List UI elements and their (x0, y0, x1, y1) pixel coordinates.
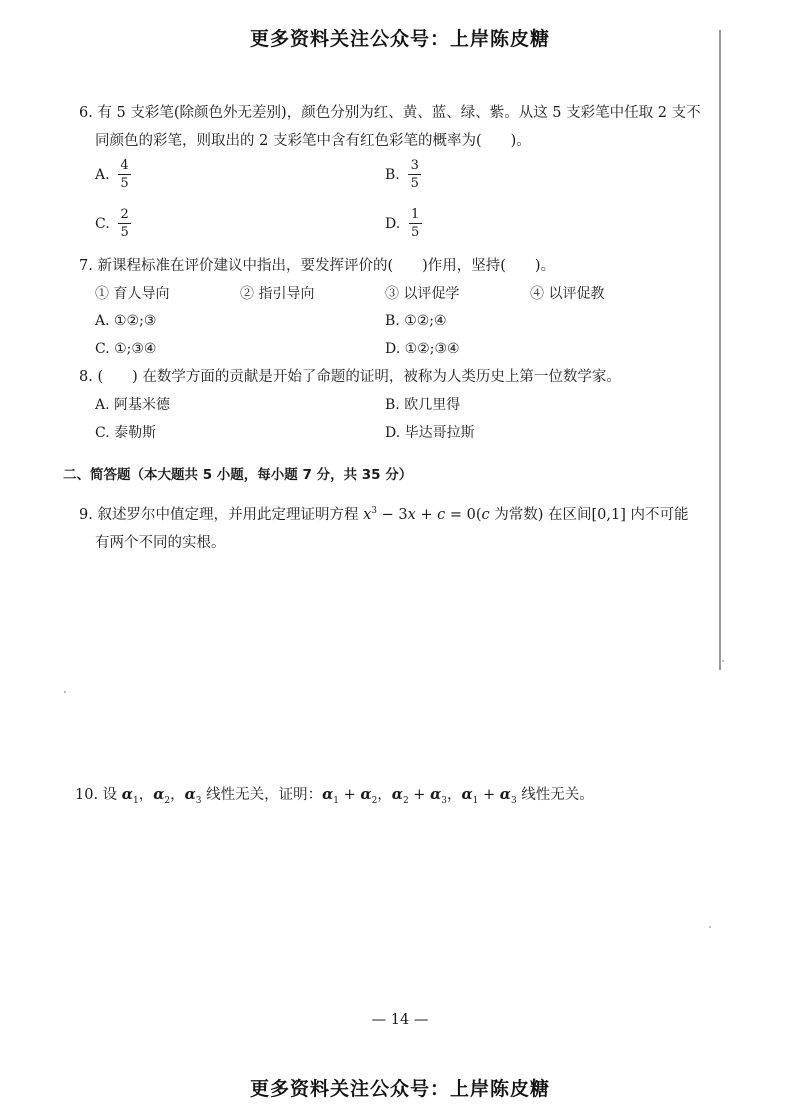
subscript: 1 (333, 795, 340, 806)
math-var: c (437, 507, 446, 523)
footer-banner: 更多资料关注公众号：上岸陈皮糖 (249, 1078, 550, 1100)
math-exponent: 3 (371, 506, 377, 517)
fraction-denominator: 5 (410, 176, 419, 191)
math-var: c (481, 507, 490, 523)
fraction-denominator: 5 (411, 225, 420, 240)
q9-text: + (415, 507, 438, 523)
q9-text: 为常数) 在区间[0,1] 内不可能 (489, 507, 689, 523)
vector-alpha: α (430, 786, 442, 803)
q10-stem (75, 785, 594, 805)
q6-option-b (385, 158, 421, 191)
q6-stem-line1: 6. 有 5 支彩笔(除颜色外无差别)，颜色分别为红、黄、蓝、绿、紫。从这 5 支彩笔中任取 2 支不 (79, 105, 701, 121)
q9-text: − 3 (376, 507, 408, 523)
q10-text: 线性无关，证明： (201, 787, 323, 803)
comma: ， (446, 787, 462, 803)
vector-alpha: α (184, 786, 196, 803)
fraction (408, 158, 421, 191)
plus: + (408, 787, 431, 803)
fraction-numerator: 2 (120, 207, 129, 222)
fraction-numerator: 3 (410, 158, 419, 173)
subscript: 3 (195, 795, 202, 806)
q7-item-3: ③ 以评促学 (385, 286, 460, 302)
scan-speck (709, 926, 711, 928)
q8-option-a: A. 阿基米德 (95, 397, 171, 413)
fraction-denominator: 5 (120, 225, 129, 240)
vector-alpha: α (461, 786, 473, 803)
math-var: x (363, 507, 372, 523)
scan-speck (64, 691, 66, 693)
math-var: x (407, 507, 416, 523)
vector-alpha: α (322, 786, 334, 803)
section-heading: 二、简答题（本大题共 5 小题，每小题 7 分，共 35 分） (63, 467, 413, 483)
vector-alpha: α (499, 786, 511, 803)
q7-option-a: A. ①②;③ (95, 313, 157, 329)
option-label: A. (95, 166, 110, 183)
q7-item-2: ② 指引导向 (240, 286, 315, 302)
q9-text: 9. 叙述罗尔中值定理，并用此定理证明方程 (79, 507, 364, 523)
fraction (409, 207, 422, 240)
q9-stem-line1 (79, 505, 689, 525)
fraction-numerator: 4 (120, 158, 129, 173)
q10-text: 10. 设 (75, 787, 122, 803)
q7-option-b: B. ①②;④ (385, 313, 447, 329)
q7-item-4: ④ 以评促教 (530, 286, 605, 302)
fraction (118, 158, 131, 191)
q8-option-b: B. 欧几里得 (385, 397, 461, 413)
comma: ， (138, 787, 154, 803)
fraction-numerator: 1 (411, 207, 420, 222)
q10-text: 线性无关。 (516, 787, 594, 803)
vector-alpha: α (391, 786, 403, 803)
comma: ， (170, 787, 185, 803)
option-label: D. (385, 215, 401, 232)
fraction-bar (408, 174, 421, 175)
fraction-bar (409, 223, 422, 224)
option-label: B. (385, 166, 400, 183)
fraction-bar (118, 174, 131, 175)
vector-alpha: α (360, 786, 372, 803)
q8-option-d: D. 毕达哥拉斯 (385, 425, 475, 441)
fraction-denominator: 5 (120, 176, 129, 191)
header-banner: 更多资料关注公众号：上岸陈皮糖 (249, 28, 550, 50)
subscript: 2 (402, 795, 409, 806)
option-label: C. (95, 215, 110, 232)
q9-stem-line2: 有两个不同的实根。 (95, 535, 226, 551)
fraction-bar (118, 223, 131, 224)
page-number: — 14 — (371, 1012, 429, 1028)
q7-stem: 7. 新课程标准在评价建议中指出，要发挥评价的( )作用，坚持( )。 (79, 258, 556, 274)
comma: ， (377, 787, 392, 803)
subscript: 1 (132, 795, 139, 806)
q6-option-c (95, 207, 131, 240)
q6-option-d (385, 207, 422, 240)
vector-alpha: α (121, 786, 133, 803)
scan-speck (722, 660, 724, 662)
plus: + (478, 787, 500, 803)
vector-alpha: α (153, 786, 165, 803)
scan-edge-line (719, 30, 721, 670)
q7-item-1: ① 育人导向 (95, 286, 170, 302)
subscript: 3 (510, 795, 517, 806)
subscript: 1 (472, 795, 479, 806)
q9-text: = 0( (445, 507, 482, 523)
subscript: 3 (441, 795, 447, 806)
subscript: 2 (164, 795, 171, 806)
fraction (118, 207, 131, 240)
q7-option-d: D. ①②;③④ (385, 341, 460, 357)
q8-option-c: C. 泰勒斯 (95, 425, 157, 441)
q7-option-c: C. ①;③④ (95, 341, 157, 357)
subscript: 2 (371, 795, 378, 806)
q6-option-a (95, 158, 131, 191)
plus: + (339, 787, 361, 803)
q8-stem: 8. ( ) 在数学方面的贡献是开始了命题的证明，被称为人类历史上第一位数学家。 (79, 369, 621, 385)
q6-stem-line2: 同颜色的彩笔，则取出的 2 支彩笔中含有红色彩笔的概率为( )。 (95, 133, 531, 149)
